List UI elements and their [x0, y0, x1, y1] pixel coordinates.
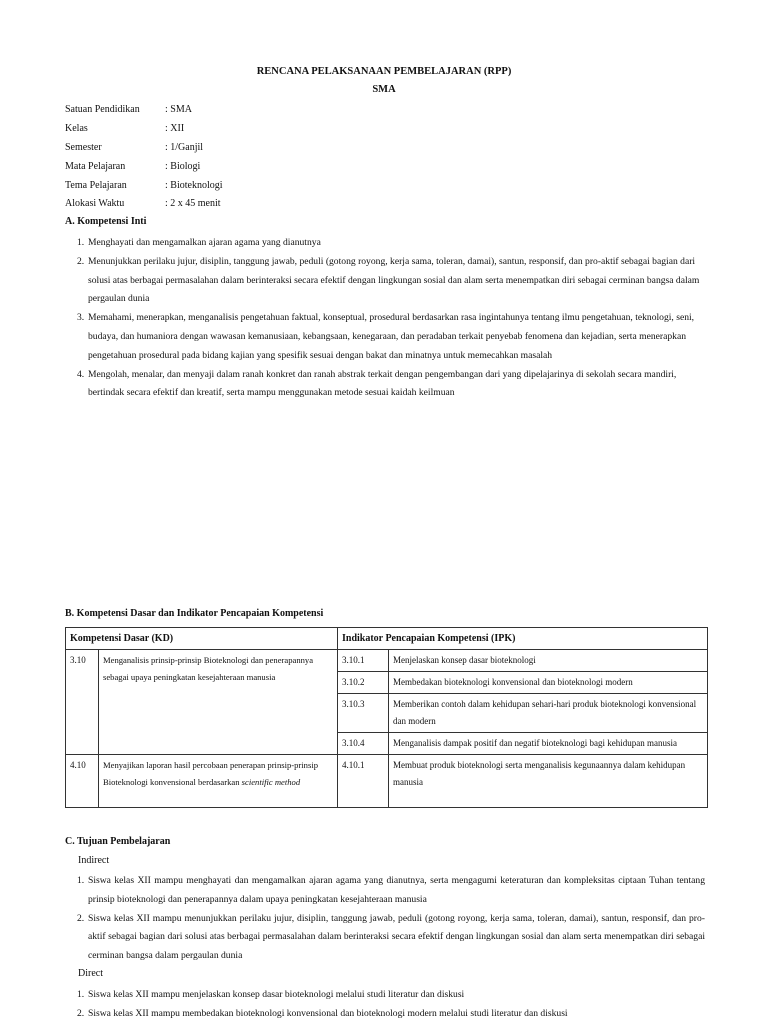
table-row [66, 650, 708, 672]
kd-code: 4.10 [66, 755, 99, 808]
ipk-code: 3.10.4 [338, 733, 389, 755]
section-heading-c: C. Tujuan Pembelajaran [65, 836, 171, 847]
identity-value: : Bioteknologi [165, 180, 223, 191]
list-item: 2. Siswa kelas XII mampu menunjukkan perilaku jujur, disiplin, tanggung jawab, peduli (gotong royong, kerja sama, toleran, damai), santun, responsif, dan pro-aktif sebagai bagian dari solusi atas berbagai permasalahan dalam berinteraksi secara efektif dengan lingkungan sosial dan alam serta menempatkan diri sebagai cerminan bangsa dalam pergaulan dunia [77, 912, 705, 962]
table-header-ipk: Indikator Pencapaian Kompetensi (IPK) [338, 628, 708, 650]
kd-code: 3.10 [66, 650, 99, 755]
identity-label: Mata Pelajaran [65, 161, 126, 172]
section-heading-b: B. Kompetensi Dasar dan Indikator Pencapaian Kompetensi [65, 608, 324, 619]
list-item: 1. Siswa kelas XII mampu menghayati dan mengamalkan ajaran agama yang dianutnya, serta mengagumi keteraturan dan kompleksitas ciptaan Tuhan tentang prinsip bioteknologi dan penerapannya dalam upaya peningkatan kesejahteraan manusia [77, 875, 705, 905]
identity-row [65, 196, 221, 212]
indirect-label: Indirect [78, 855, 110, 866]
list-item: 3. Memahami, menerapkan, menganalisis pengetahuan faktual, konseptual, prosedural berdasarkan rasa ingintahunya tentang ilmu pengetahuan, teknologi, seni, budaya, dan humaniora dengan wawasan kemanusiaan, kebangsaan, kenegaraan, dan peradaban terkait penyebab fenomena dan kejadian, serta menerapkan pengetahuan prosedural pada bidang kajian yang spesifik sesuai dengan bakat dan minatnya untuk memecahkan masalah [77, 312, 695, 361]
direct-label: Direct [78, 968, 103, 979]
identity-label: Tema Pelajaran [65, 180, 127, 191]
identity-value: : XII [165, 123, 185, 134]
identity-value: : SMA [165, 104, 192, 115]
ipk-description: Membuat produk bioteknologi serta menganalisis kegunaannya dalam kehidupan manusia [389, 755, 708, 808]
ipk-code: 3.10.1 [338, 650, 389, 672]
ipk-code: 3.10.2 [338, 672, 389, 694]
identity-row [65, 140, 203, 156]
identity-value: : Biologi [165, 161, 201, 172]
ipk-code: 3.10.3 [338, 694, 389, 733]
kd-description: Menyajikan laporan hasil percobaan penerapan prinsip-prinsip Bioteknologi konvensional berdasarkan scientific method [99, 755, 338, 808]
document-title: RENCANA PELAKSANAAN PEMBELAJARAN (RPP) [256, 66, 512, 77]
identity-label: Semester [65, 142, 102, 153]
identity-label: Satuan Pendidikan [65, 104, 140, 115]
ipk-description: Memberikan contoh dalam kehidupan sehari-hari produk bioteknologi konvensional dan modern [389, 694, 708, 733]
list-item: 2. Menunjukkan perilaku jujur, disiplin, tanggung jawab, peduli (gotong royong, kerja sama, toleran, damai), santun, responsif, dan pro-aktif sebagai bagian dari solusi atas berbagai permasalahan dalam berinteraksi secara efektif dengan lingkungan sosial dan alam serta menempatkan diri sebagai cerminan bangsa dalam pergaulan dunia [77, 255, 700, 305]
section-heading-a: A. Kompetensi Inti [65, 216, 147, 227]
table-row [66, 755, 708, 808]
identity-row [65, 121, 184, 137]
identity-row [65, 159, 200, 175]
identity-label: Kelas [65, 123, 88, 134]
list-item: 2. Siswa kelas XII mampu membedakan bioteknologi konvensional dan bioteknologi modern melalui studi literatur dan diskusi [77, 1007, 568, 1019]
list-item: 1. Menghayati dan mengamalkan ajaran agama yang dianutnya [77, 237, 321, 248]
identity-value: : 2 x 45 menit [165, 198, 221, 209]
ipk-code: 4.10.1 [338, 755, 389, 808]
identity-label: Alokasi Waktu [65, 198, 125, 209]
ipk-description: Membedakan bioteknologi konvensional dan bioteknologi modern [389, 672, 708, 694]
list-item: 4. Mengolah, menalar, dan menyaji dalam ranah konkret dan ranah abstrak terkait dengan pengembangan dari yang dipelajarinya di sekolah secara mandiri, bertindak secara efektif dan kreatif, serta mampu menggunakan metode sesuai kaidah keilmuan [77, 368, 677, 399]
direct-objectives-list [65, 986, 705, 1024]
table-header-kd: Kompetensi Dasar (KD) [66, 628, 338, 650]
indirect-objectives-list [65, 872, 705, 966]
ipk-description: Menganalisis dampak positif dan negatif bioteknologi bagi kehidupan manusia [389, 733, 708, 755]
identity-row [65, 102, 192, 118]
identity-value: : 1/Ganjil [165, 142, 204, 153]
ipk-description: Menjelaskan konsep dasar bioteknologi [389, 650, 708, 672]
document-subtitle: SMA [372, 84, 396, 95]
kd-ipk-table [65, 627, 708, 808]
kompetensi-inti-list [65, 234, 705, 403]
list-item: 1. Siswa kelas XII mampu menjelaskan konsep dasar bioteknologi melalui studi literatur dan diskusi [77, 989, 465, 1000]
kd-description: Menganalisis prinsip-prinsip Bioteknologi dan penerapannya sebagai upaya peningkatan kesejahteraan manusia [99, 650, 338, 755]
identity-row [65, 178, 223, 194]
